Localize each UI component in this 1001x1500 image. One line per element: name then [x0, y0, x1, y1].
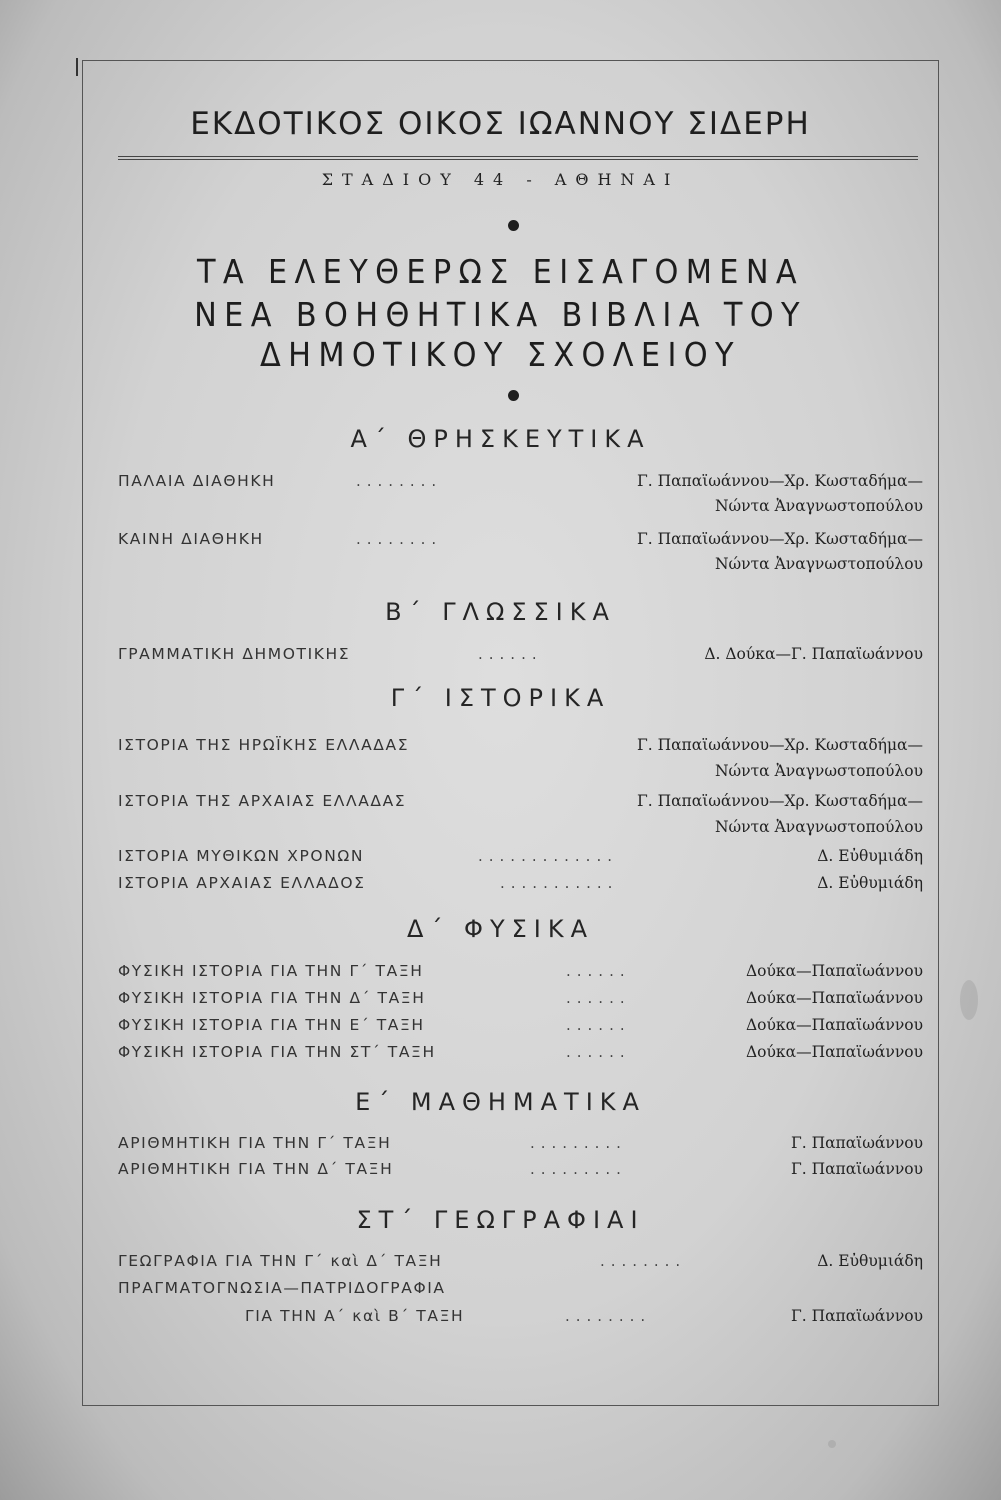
entry-title: ΙΣΤΟΡΙΑ ΤΗΣ ΑΡΧΑΙΑΣ ΕΛΛΑΔΑΣ: [118, 792, 407, 810]
entry-title: ΙΣΤΟΡΙΑ ΤΗΣ ΗΡΩΪΚΗΣ ΕΛΛΑΔΑΣ: [118, 736, 410, 754]
leader-dots: ........: [356, 472, 443, 490]
entry-title: ΦΥΣΙΚΗ ΙΣΤΟΡΙΑ ΓΙΑ ΤΗΝ Ε΄ ΤΑΞΗ: [118, 1016, 425, 1034]
leader-dots: ......: [566, 989, 631, 1007]
margin-mark: [76, 58, 78, 76]
bullet-ornament: [508, 220, 519, 231]
entry-title: ΓΡΑΜΜΑΤΙΚΗ ΔΗΜΟΤΙΚΗΣ: [118, 645, 351, 663]
entry-author-line-2: Νώντα Ἀναγνωστοπούλου: [714, 555, 923, 573]
entry-author: Δ. Εὐθυμιάδη: [817, 874, 923, 892]
leader-dots: ......: [566, 1016, 631, 1034]
entry-author: Γ. Παπαϊωάννου: [790, 1160, 923, 1178]
header-rule-double: [118, 159, 918, 160]
headline-line-3: ΔΗΜΟΤΙΚΟΥ ΣΧΟΛΕΙΟΥ: [260, 335, 741, 374]
leader-dots: .............: [478, 847, 618, 865]
entry-title: ΑΡΙΘΜΗΤΙΚΗ ΓΙΑ ΤΗΝ Δ΄ ΤΑΞΗ: [118, 1160, 394, 1178]
section-title-history: Γ΄ ΙΣΤΟΡΙΚΑ: [390, 684, 611, 712]
section-title-religion: Α΄ ΘΡΗΣΚΕΥΤΙΚΑ: [350, 425, 651, 453]
entry-author: Γ. Παπαϊωάννου—Χρ. Κωσταδήμα—: [636, 792, 923, 810]
entry-title: ΑΡΙΘΜΗΤΙΚΗ ΓΙΑ ΤΗΝ Γ΄ ΤΑΞΗ: [118, 1134, 392, 1152]
entry-title: ΚΑΙΝΗ ΔΙΑΘΗΚΗ: [118, 530, 264, 548]
entry-author: Δ. Εὐθυμιάδη: [817, 1252, 923, 1270]
section-title-geography: ΣΤ΄ ΓΕΩΓΡΑΦΙΑΙ: [356, 1206, 645, 1234]
paper-stain: [828, 1440, 836, 1448]
leader-dots: ...........: [500, 874, 619, 892]
entry-author: Δούκα—Παπαϊωάννου: [745, 989, 923, 1007]
entry-title: ΦΥΣΙΚΗ ΙΣΤΟΡΙΑ ΓΙΑ ΤΗΝ ΣΤ΄ ΤΑΞΗ: [118, 1043, 436, 1061]
leader-dots: ......: [566, 962, 631, 980]
entry-title-line-2: ΓΙΑ ΤΗΝ Α΄ καὶ Β΄ ΤΑΞΗ: [245, 1307, 465, 1325]
entry-author: Γ. Παπαϊωάννου—Χρ. Κωσταδήμα—: [636, 472, 923, 490]
headline-line-1: ΤΑ ΕΛΕΥΘΕΡΩΣ ΕΙΣΑΓΟΜΕΝΑ: [196, 252, 805, 291]
header-rule: [118, 156, 918, 157]
entry-author: Γ. Παπαϊωάννου: [790, 1307, 923, 1325]
entry-title: ΠΡΑΓΜΑΤΟΓΝΩΣΙΑ—ΠΑΤΡΙΔΟΓΡΑΦΙΑ: [118, 1279, 446, 1297]
entry-author: Γ. Παπαϊωάννου—Χρ. Κωσταδήμα—: [636, 530, 923, 548]
leader-dots: ......: [478, 645, 543, 663]
entry-title: ΙΣΤΟΡΙΑ ΜΥΘΙΚΩΝ ΧΡΟΝΩΝ: [118, 847, 365, 865]
entry-author: Δούκα—Παπαϊωάννου: [745, 962, 923, 980]
entry-title: ΦΥΣΙΚΗ ΙΣΤΟΡΙΑ ΓΙΑ ΤΗΝ Δ΄ ΤΑΞΗ: [118, 989, 426, 1007]
leader-dots: .........: [530, 1160, 627, 1178]
entry-author: Δούκα—Παπαϊωάννου: [745, 1043, 923, 1061]
leader-dots: ........: [600, 1252, 687, 1270]
entry-author: Γ. Παπαϊωάννου: [790, 1134, 923, 1152]
entry-author-line-2: Νώντα Ἀναγνωστοπούλου: [714, 818, 923, 836]
entry-author: Δούκα—Παπαϊωάννου: [745, 1016, 923, 1034]
leader-dots: ......: [566, 1043, 631, 1061]
entry-author-line-2: Νώντα Ἀναγνωστοπούλου: [714, 762, 923, 780]
section-title-science: Δ΄ ΦΥΣΙΚΑ: [407, 915, 594, 943]
entry-title: ΓΕΩΓΡΑΦΙΑ ΓΙΑ ΤΗΝ Γ΄ καὶ Δ΄ ΤΑΞΗ: [118, 1252, 443, 1270]
section-title-language: Β΄ ΓΛΩΣΣΙΚΑ: [385, 598, 616, 626]
entry-author: Δ. Εὐθυμιάδη: [817, 847, 923, 865]
leader-dots: .........: [530, 1134, 627, 1152]
entry-title: ΦΥΣΙΚΗ ΙΣΤΟΡΙΑ ΓΙΑ ΤΗΝ Γ΄ ΤΑΞΗ: [118, 962, 424, 980]
entry-author: Γ. Παπαϊωάννου—Χρ. Κωσταδήμα—: [636, 736, 923, 754]
entry-author-line-2: Νώντα Ἀναγνωστοπούλου: [714, 497, 923, 515]
publisher-name: ΕΚΔΟΤΙΚΟΣ ΟΙΚΟΣ ΙΩΑΝΝΟΥ ΣΙΔΕΡΗ: [190, 106, 811, 142]
entry-author: Δ. Δούκα—Γ. Παπαϊωάννου: [704, 645, 923, 663]
section-title-math: Ε΄ ΜΑΘΗΜΑΤΙΚΑ: [355, 1088, 646, 1116]
bullet-ornament: [508, 390, 519, 401]
headline-line-2: ΝΕΑ ΒΟΗΘΗΤΙΚΑ ΒΙΒΛΙΑ ΤΟΥ: [194, 295, 807, 334]
paper-stain: [960, 980, 978, 1020]
leader-dots: ........: [565, 1307, 652, 1325]
entry-title: ΠΑΛΑΙΑ ΔΙΑΘΗΚΗ: [118, 472, 276, 490]
publisher-address: ΣΤΑΔΙΟΥ 44 - ΑΘΗΝΑΙ: [321, 170, 680, 189]
leader-dots: ........: [356, 530, 443, 548]
entry-title: ΙΣΤΟΡΙΑ ΑΡΧΑΙΑΣ ΕΛΛΑΔΟΣ: [118, 874, 366, 892]
